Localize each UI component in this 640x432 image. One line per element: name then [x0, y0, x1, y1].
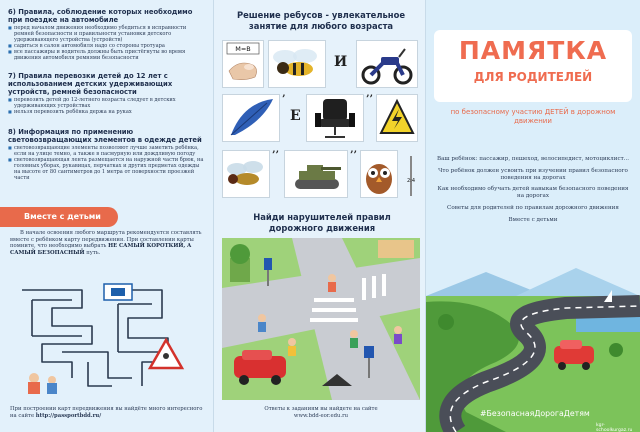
rebus-card-feather	[222, 94, 280, 142]
contents-item: Ваш ребёнок: пассажир, пешеход, велосипедист, мотоциклист...	[436, 156, 630, 162]
contents-item: Вместе с детьми	[508, 216, 558, 223]
contents-item: Как необходимо обучать детей навыкам безопасного поведения на дорогах	[437, 186, 629, 200]
pole-icon	[402, 152, 420, 198]
right-panel	[426, 0, 640, 432]
memo-title-card	[434, 30, 632, 102]
violators-title: Найди нарушителей правил дорожного движения	[253, 212, 391, 233]
owl-icon	[361, 151, 397, 197]
rebus-quotes: ’’	[366, 94, 373, 105]
fly-icon	[223, 151, 269, 197]
street-scene-illustration	[222, 238, 420, 400]
armchair-icon	[307, 95, 363, 141]
rebus-title: Решение ребусов - увлекательное занятие для любого возраста	[236, 10, 406, 31]
tank-icon	[285, 151, 347, 197]
section-car-rules-title: 6) Правила, соблюдение которых необходимо при поездке на автомобиле	[8, 8, 193, 24]
list-item: ■ световозвращающая лента размещается на наружной части брюк, на головных уборах, рукавицах, перчатках и других предметах одежды на высоте от 80 сантиметров до 1 метра от поверхности проезжей части	[8, 157, 206, 181]
road-landscape-illustration	[426, 262, 640, 432]
wasp-icon	[269, 41, 325, 87]
list-item: ■ нельзя перевозить ребёнка держа на руках	[8, 109, 206, 115]
finger-icon	[223, 41, 263, 87]
middle-panel	[214, 0, 426, 432]
rebus-card-owl	[360, 150, 398, 198]
rebus-comma: ’	[282, 94, 286, 105]
rebus-row-3	[222, 150, 420, 198]
section-car-rules	[8, 8, 206, 62]
mid-footer: Ответы к заданиям вы найдете на сайте www.bdd-eor.edu.ru	[222, 406, 420, 419]
rebus-row-1	[222, 40, 420, 88]
emphasis: НЕ САМЫЙ КОРОТКИЙ, А САМЫЙ БЕЗОПАСНЫЙ	[10, 243, 192, 256]
section-reflective	[8, 128, 206, 182]
memo-intro: по безопасному участию ДЕТЕЙ в дорожном движении	[450, 108, 616, 125]
route-maze-illustration	[12, 278, 190, 396]
rebus-card-armchair	[306, 94, 364, 142]
section-child-transport	[8, 72, 206, 115]
rebus-letter-e: Е	[290, 108, 301, 124]
rebus-card-moped	[356, 40, 418, 88]
rebus-card-finger	[222, 40, 264, 88]
contents-item: Советы для родителей по правилам дорожного движения	[447, 204, 619, 211]
list-item: ■ все пассажиры и водитель должны быть пристёгнуты во время движения автомобиля ремнями безопасности	[8, 49, 206, 61]
together-text: В начале освоения любого маршрута рекомендуется составлять вместе с ребёнком карту передвижения. При составлении карты помните, что необходимо выбрать НЕ САМЫЙ КОРОТКИЙ, А САМЫЙ БЕЗОПАСНЫЙ путь.	[10, 230, 202, 256]
list-item: ■ перевозить детей до 12-летнего возраста следует в детских удерживающих устройствах	[8, 97, 206, 109]
moped-icon	[357, 41, 417, 87]
section-reflective-title: 8) Информация по применению световозвращающих элементов в одежде детей	[8, 128, 202, 144]
rebus-letter-i: И	[334, 54, 348, 70]
section-child-transport-title: 7) Правила перевозки детей до 12 лет с использованием детских удерживающих устройств, ремней безопасности	[8, 72, 173, 96]
contents-item: Что ребёнок должен усвоить при изучении правил безопасного поведения на дорогах	[438, 167, 628, 181]
rebus-card-tank	[284, 150, 348, 198]
passport-link[interactable]: http://passportbdd.ru/	[35, 412, 102, 419]
rebus-quotes: ’’	[350, 150, 357, 161]
rebus-row-2	[222, 94, 420, 142]
list-item: ■ садиться в салон автомобиля надо со стороны тротуара	[8, 43, 206, 49]
memo-contents	[434, 156, 632, 229]
list-item: ■ световозвращающие элементы позволяют лучше заметить ребёнка, если на улице темно, а также в пасмурную или дождливую погоду	[8, 145, 206, 157]
memo-title: ПАМЯТКА	[458, 36, 608, 65]
hashtag: #БезопаснаяДорогаДетям	[480, 409, 590, 418]
rebus-quotes: ’’	[272, 150, 279, 161]
rebus-card-fly	[222, 150, 270, 198]
together-heading: Вместе с детьми	[0, 207, 118, 227]
answers-link[interactable]: www.bdd-eor.edu.ru	[293, 412, 349, 419]
rebus-formula: М=В	[235, 45, 251, 53]
site-watermark: kgr-schoolkurgaz.ru	[596, 423, 633, 432]
left-footer: При построении карт передвижения вы найдёте много интересного на сайте http://passportbdd.ru/	[10, 406, 203, 419]
high-voltage-icon	[377, 95, 417, 141]
rebus-ratio: 2:4	[406, 178, 416, 184]
feather-icon	[223, 95, 279, 141]
memo-subtitle: ДЛЯ РОДИТЕЛЕЙ	[473, 70, 593, 84]
rebus-card-wasp	[268, 40, 326, 88]
list-item: ■ перед началом движения необходимо убедиться в исправности ремней безопасности и правильности установки детского удерживающего устройства (устройств)	[8, 25, 206, 43]
rebus-card-voltage	[376, 94, 418, 142]
left-panel	[0, 0, 214, 432]
